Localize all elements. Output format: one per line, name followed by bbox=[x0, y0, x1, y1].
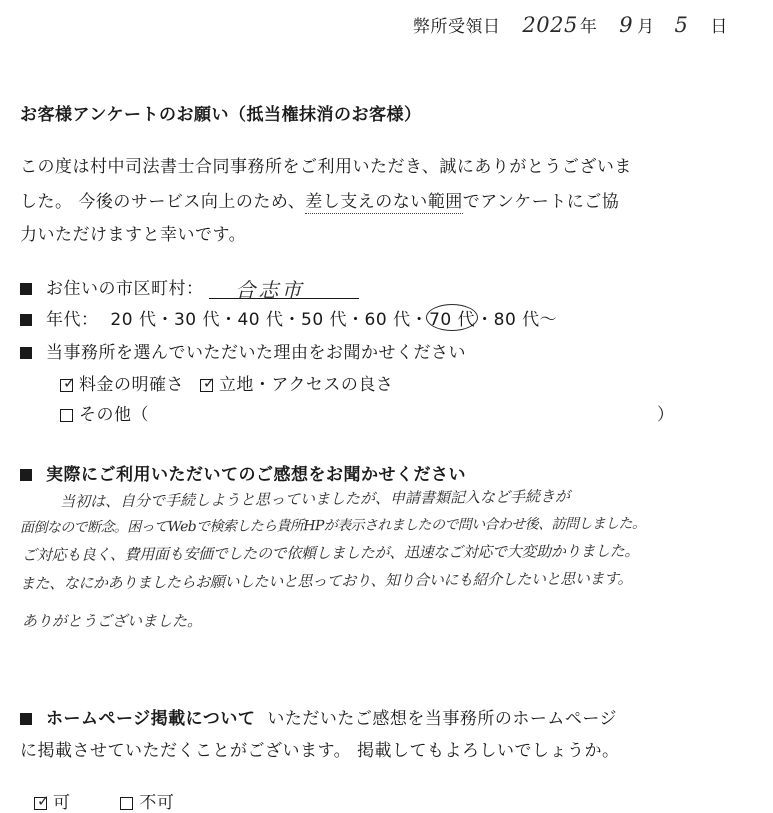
age-row bbox=[20, 305, 557, 330]
received-year: 2025 bbox=[522, 13, 578, 37]
bullet-square-icon bbox=[20, 469, 32, 481]
impression-label: 実際にご利用いただいてのご感想をお聞かせください bbox=[46, 465, 466, 485]
other-close-paren: ） bbox=[657, 405, 675, 425]
impression-line-5: ありがとうございました。 bbox=[22, 612, 203, 630]
intro-line-1: この度は村中司法書士合同事務所をご利用いただき、誠にありがとうございま bbox=[20, 157, 632, 177]
impression-line-3: ご対応も良く、費用面も安価でしたので依頼しましたが、迅速なご対応で大変助かりました。 bbox=[21, 541, 640, 565]
received-date bbox=[413, 12, 728, 37]
received-day: 5 bbox=[674, 13, 689, 37]
consent-options bbox=[34, 788, 174, 813]
option-other-label: その他（ bbox=[79, 405, 149, 425]
intro-line-2 bbox=[20, 187, 619, 212]
day-unit: 日 bbox=[710, 17, 728, 37]
reason-options-row-1 bbox=[60, 370, 393, 395]
intro-line-3: 力いただけますと幸いです。 bbox=[20, 225, 247, 245]
year-unit: 年 bbox=[579, 17, 598, 37]
bullet-square-icon bbox=[20, 347, 32, 359]
residence-field[interactable] bbox=[209, 278, 359, 302]
checkbox-no[interactable] bbox=[120, 797, 133, 810]
received-label: 弊所受領日 bbox=[413, 17, 501, 37]
bullet-square-icon bbox=[20, 713, 32, 725]
intro-line-2-c: でアンケートにご協 bbox=[462, 192, 620, 212]
option-no-label: 不可 bbox=[139, 793, 175, 813]
age-selected-circle[interactable] bbox=[426, 304, 478, 331]
option-location-label: 立地・アクセスの良さ bbox=[218, 375, 394, 395]
reason-row bbox=[20, 338, 466, 363]
bullet-square-icon bbox=[20, 283, 32, 295]
impression-line-2: 面倒なので断念。困ってWebで検索したら貴所HPが表示されましたので問い合わせ後、訪問しました。 bbox=[19, 515, 646, 537]
month-unit: 月 bbox=[637, 17, 655, 37]
option-price-label: 料金の明確さ bbox=[79, 375, 184, 395]
reason-options-row-2 bbox=[60, 400, 149, 425]
age-label: 年代： bbox=[46, 310, 99, 330]
checkbox-location[interactable] bbox=[200, 374, 216, 392]
survey-title: お客様アンケートのお願い（抵当権抹消のお客様） bbox=[20, 105, 422, 125]
impression-line-1: 当初は、自分で手続しようと思っていましたが、申請書類記入など手続きが bbox=[59, 487, 571, 511]
homepage-text-1: いただいたご感想を当事務所のホームページ bbox=[267, 709, 617, 729]
check-mark-icon: ✓ bbox=[63, 374, 77, 392]
homepage-label: ホームページ掲載について bbox=[46, 709, 256, 729]
impression-row bbox=[20, 460, 466, 485]
check-mark-icon: ✓ bbox=[37, 792, 51, 810]
impression-line-4: また、なにかありましたらお願いしたいと思っており、知り合いにも紹介したいと思います。 bbox=[19, 569, 633, 593]
received-month: 9 bbox=[619, 13, 634, 37]
age-options-after: ・80 代～ bbox=[476, 310, 558, 330]
homepage-row bbox=[20, 704, 617, 729]
residence-row bbox=[20, 274, 359, 302]
residence-value: 合志市 bbox=[235, 278, 305, 302]
reason-label: 当事務所を選んでいただいた理由をお聞かせください bbox=[46, 343, 466, 363]
bullet-square-icon bbox=[20, 314, 32, 326]
age-options-before: 20 代・30 代・40 代・50 代・60 代・ bbox=[110, 310, 429, 330]
check-mark-icon: ✓ bbox=[202, 374, 216, 392]
intro-line-2-a: した。 今後のサービス向上のため、 bbox=[20, 192, 306, 212]
residence-label: お住いの市区町村： bbox=[46, 279, 204, 299]
checkbox-price[interactable] bbox=[60, 374, 77, 392]
option-yes-label: 可 bbox=[53, 793, 71, 813]
checkbox-yes[interactable] bbox=[34, 792, 51, 810]
homepage-text-2: に掲載させていただくことがございます。 掲載してもよろしいでしょうか。 bbox=[20, 741, 620, 761]
age-selected: 70 代 bbox=[429, 310, 476, 330]
checkbox-other[interactable] bbox=[60, 409, 73, 422]
intro-emphasis: 差し支えのない範囲 bbox=[305, 192, 463, 212]
